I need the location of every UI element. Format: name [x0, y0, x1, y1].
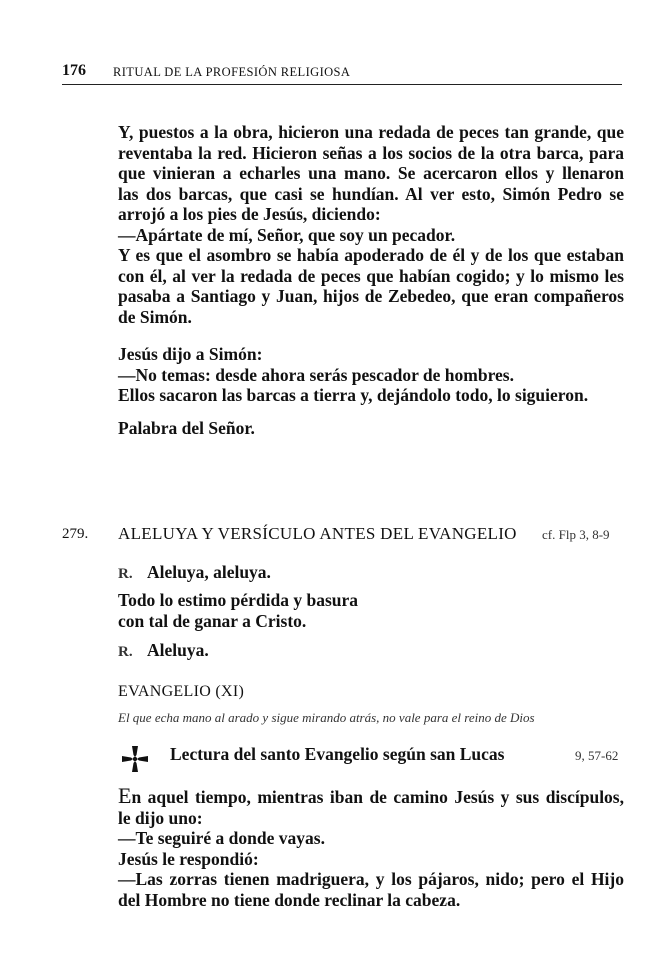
gospel-title: EVANGELIO (XI) [118, 683, 245, 700]
reading-paragraph-2 [118, 344, 624, 406]
text-line: —Las zorras tienen madriguera, y los pájaros, nido; pero el Hijo [118, 869, 624, 889]
response-text: Aleluya, aleluya. [146, 562, 271, 582]
text-line: del Hombre no tiene donde reclinar la cabeza. [118, 889, 461, 910]
cross-icon [121, 745, 149, 773]
text-line: —Apártate de mí, Señor, que soy un pecador. [118, 224, 456, 245]
text-line: pasaba a Santiago y Juan, hijos de Zebedeo, que eran compañeros [118, 286, 624, 306]
page-header [62, 60, 622, 85]
response-symbol: R. [118, 566, 133, 582]
response-text: Aleluya. [146, 640, 209, 660]
verse [118, 590, 624, 631]
gospel-reference: 9, 57-62 [575, 748, 619, 763]
verse-line: Todo lo estimo pérdida y basura [118, 590, 359, 610]
gospel-lectura: Lectura del santo Evangelio según san Lucas [170, 744, 505, 764]
text-line: reventaba la red. Hicieron señas a los socios de la otra barca, para [118, 142, 624, 163]
reading-closing: Palabra del Señor. [118, 418, 255, 438]
text-line: que vinieran a echarles una mano. Se acercaron ellos y llenaron [118, 163, 624, 183]
text-line: Y es que el asombro se había apoderado de él y de los que estaban [118, 245, 624, 265]
response-2 [118, 640, 624, 663]
text-line-rest: n aquel tiempo, mientras iban de camino Jesús y sus discípulos, [131, 787, 624, 807]
text-line: Jesús le respondió: [118, 848, 259, 869]
response-1 [118, 562, 624, 585]
text-line: Ellos sacaron las barcas a tierra y, dejándolo todo, lo siguieron. [118, 385, 589, 405]
response-symbol: R. [118, 644, 133, 660]
section-reference: cf. Flp 3, 8-9 [542, 527, 610, 542]
gospel-text [118, 783, 624, 910]
section-number: 279. [62, 526, 89, 542]
text-line [118, 783, 624, 808]
text-line: las dos barcas, que casi se hundían. Al ver esto, Simón Pedro se [118, 183, 624, 204]
text-line: —No temas: desde ahora serás pescador de hombres. [118, 364, 514, 385]
text-line: Y, puestos a la obra, hicieron una redada de peces tan grande, que [118, 122, 624, 142]
running-title: RITUAL DE LA PROFESIÓN RELIGIOSA [113, 65, 351, 79]
gospel-subtitle: El que echa mano al arado y sigue mirando atrás, no vale para el reino de Dios [118, 710, 535, 725]
text-line: con él, al ver la redada de peces que habían cogido; y lo mismo les [118, 265, 624, 286]
page-number: 176 [62, 62, 86, 79]
drop-cap: E [118, 783, 132, 808]
text-line: Jesús dijo a Simón: [118, 344, 263, 364]
section-title: ALELUYA Y VERSÍCULO ANTES DEL EVANGELIO [118, 524, 517, 543]
text-line: le dijo uno: [118, 807, 203, 828]
text-line: de Simón. [118, 306, 192, 327]
text-line: arrojó a los pies de Jesús, diciendo: [118, 204, 381, 224]
text-line: —Te seguiré a donde vayas. [118, 828, 325, 848]
verse-line: con tal de ganar a Cristo. [118, 610, 307, 631]
reading-paragraph-1 [118, 122, 624, 327]
